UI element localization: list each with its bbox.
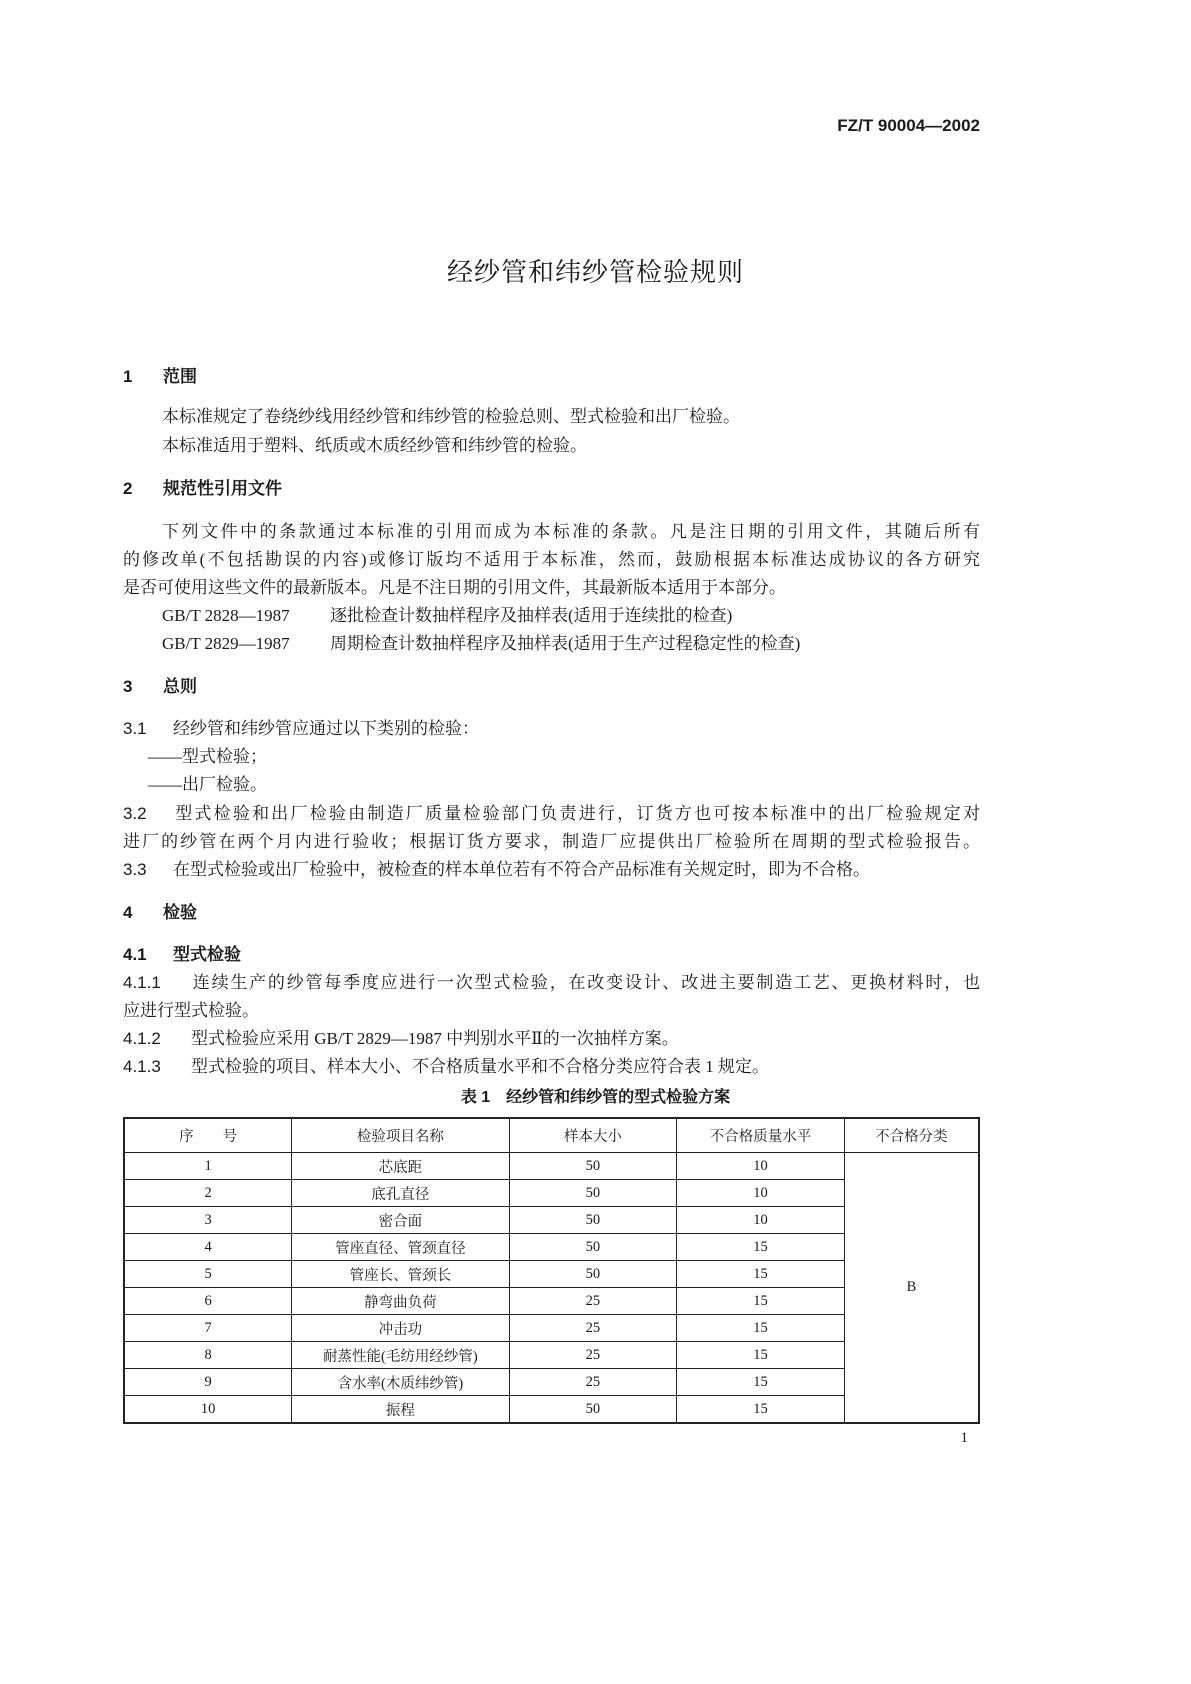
column-header: 序 号 — [124, 1118, 292, 1153]
clause-number: 3.1 — [123, 719, 147, 738]
clause-number: 4.1.1 — [123, 973, 161, 992]
table-cell: 10 — [124, 1396, 292, 1424]
table-cell: 10 — [677, 1153, 845, 1180]
table-header-row — [124, 1118, 979, 1153]
page-number: 1 — [960, 1430, 968, 1446]
paragraph-line: 本标准适用于塑料、纸质或木质经纱管和纬纱管的检验。 — [162, 436, 587, 455]
clause-text: 连续生产的纱管每季度应进行一次型式检验，在改变设计、改进主要制造工艺、更换材料时，也 — [191, 973, 980, 992]
table-cell: 50 — [509, 1261, 677, 1288]
clause-3-3 — [123, 856, 980, 884]
table-cell: 50 — [509, 1153, 677, 1180]
table-cell: 耐蒸性能(毛纺用经纱管) — [292, 1342, 509, 1369]
section-heading-1 — [123, 363, 980, 391]
table-cell: 6 — [124, 1288, 292, 1315]
clause-text: 型式检验的项目、样本大小、不合格质量水平和不合格分类应符合表 1 规定。 — [191, 1057, 769, 1076]
table-cell: 25 — [509, 1369, 677, 1396]
table-cell: 底孔直径 — [292, 1180, 509, 1207]
clause-4-1-1 — [123, 969, 980, 997]
table-cell: 15 — [677, 1315, 845, 1342]
table-cell: 静弯曲负荷 — [292, 1288, 509, 1315]
table-cell: 15 — [677, 1342, 845, 1369]
paragraph-line: 的修改单(不包括勘误的内容)或修订版均不适用于本标准，然而，鼓励根据本标准达成协议的各方研究 — [123, 550, 980, 569]
subsection-heading-4-1 — [123, 941, 980, 969]
section-title: 检验 — [163, 903, 197, 922]
table-cell: 芯底距 — [292, 1153, 509, 1180]
column-header: 不合格质量水平 — [677, 1118, 845, 1153]
table-cell: 4 — [124, 1234, 292, 1261]
table-cell: 15 — [677, 1234, 845, 1261]
reference-item — [162, 630, 980, 658]
section-number: 3 — [123, 677, 133, 696]
clause-number: 4.1.2 — [123, 1029, 161, 1048]
table-cell: 15 — [677, 1369, 845, 1396]
table-cell: 2 — [124, 1180, 292, 1207]
table-row — [124, 1153, 979, 1180]
section-heading-2 — [123, 475, 980, 503]
table-cell: 50 — [509, 1396, 677, 1424]
section-number: 4 — [123, 903, 133, 922]
column-header: 样本大小 — [509, 1118, 677, 1153]
standard-number: FZ/T 90004—2002 — [837, 116, 980, 135]
clause-number: 4.1.3 — [123, 1057, 161, 1076]
list-item: ——出厂检验。 — [148, 775, 267, 794]
section-title: 范围 — [163, 367, 197, 386]
section-title: 规范性引用文件 — [163, 479, 282, 498]
table-cell: 7 — [124, 1315, 292, 1342]
paragraph-line: 是否可使用这些文件的最新版本。凡是不注日期的引用文件，其最新版本适用于本部分。 — [123, 578, 786, 597]
table-cell: 25 — [509, 1315, 677, 1342]
table-cell: 5 — [124, 1261, 292, 1288]
table-cell: 8 — [124, 1342, 292, 1369]
table-cell: 振程 — [292, 1396, 509, 1424]
table-cell: 25 — [509, 1288, 677, 1315]
table-cell: 15 — [677, 1396, 845, 1424]
reference-title: 周期检查计数抽样程序及抽样表(适用于生产过程稳定性的检查) — [330, 634, 801, 653]
table-cell: 50 — [509, 1234, 677, 1261]
section-title: 总则 — [163, 677, 197, 696]
table-cell: 密合面 — [292, 1207, 509, 1234]
category-cell: B — [844, 1153, 979, 1424]
table-cell: 50 — [509, 1180, 677, 1207]
section-heading-4 — [123, 899, 980, 927]
table-cell: 15 — [677, 1288, 845, 1315]
table-cell: 9 — [124, 1369, 292, 1396]
clause-number: 4.1 — [123, 945, 147, 964]
table-cell: 50 — [509, 1207, 677, 1234]
paragraph-line: 本标准规定了卷绕纱线用经纱管和纬纱管的检验总则、型式检验和出厂检验。 — [162, 407, 740, 426]
reference-item — [162, 602, 980, 630]
table-cell: 15 — [677, 1261, 845, 1288]
clause-4-1-3 — [123, 1053, 980, 1081]
inspection-plan-table — [123, 1117, 980, 1424]
reference-code: GB/T 2828—1987 — [162, 606, 290, 625]
table-cell: 管座长、管颈长 — [292, 1261, 509, 1288]
column-header: 不合格分类 — [844, 1118, 979, 1153]
section-number: 2 — [123, 479, 133, 498]
table-cell: 3 — [124, 1207, 292, 1234]
paragraph-line: 下列文件中的条款通过本标准的引用而成为本标准的条款。凡是注日期的引用文件，其随后所有 — [162, 522, 980, 541]
table-cell: 25 — [509, 1342, 677, 1369]
clause-text: 经纱管和纬纱管应通过以下类别的检验： — [173, 719, 479, 738]
list-item: ——型式检验； — [148, 747, 267, 766]
clause-text: 型式检验应采用 GB/T 2829—1987 中判别水平Ⅱ的一次抽样方案。 — [191, 1029, 679, 1048]
section-heading-3 — [123, 673, 980, 701]
clause-3-1 — [123, 715, 980, 743]
reference-code: GB/T 2829—1987 — [162, 634, 290, 653]
reference-title: 逐批检查计数抽样程序及抽样表(适用于连续批的检查) — [330, 606, 733, 625]
table-cell: 1 — [124, 1153, 292, 1180]
table-caption: 表 1 经纱管和纬纱管的型式检验方案 — [460, 1089, 731, 1106]
section-number: 1 — [123, 367, 133, 386]
clause-text: 在型式检验或出厂检验中，被检查的样本单位若有不符合产品标准有关规定时，即为不合格。 — [173, 860, 870, 879]
clause-title: 型式检验 — [173, 945, 241, 964]
table-cell: 冲击功 — [292, 1315, 509, 1342]
table-cell: 含水率(木质纬纱管) — [292, 1369, 509, 1396]
paragraph-line: 应进行型式检验。 — [123, 1001, 259, 1020]
document-title: 经纱管和纬纱管检验规则 — [446, 257, 744, 287]
column-header: 检验项目名称 — [292, 1118, 509, 1153]
table-cell: 管座直径、管颈直径 — [292, 1234, 509, 1261]
clause-3-2 — [123, 800, 980, 828]
paragraph-line: 进厂的纱管在两个月内进行验收；根据订货方要求，制造厂应提供出厂检验所在周期的型式检验报告。 — [123, 832, 980, 851]
clause-4-1-2 — [123, 1025, 980, 1053]
clause-number: 3.2 — [123, 804, 147, 823]
clause-text: 型式检验和出厂检验由制造厂质量检验部门负责进行，订货方也可按本标准中的出厂检验规定对 — [173, 804, 980, 823]
clause-number: 3.3 — [123, 860, 147, 879]
table-cell: 10 — [677, 1180, 845, 1207]
table-cell: 10 — [677, 1207, 845, 1234]
